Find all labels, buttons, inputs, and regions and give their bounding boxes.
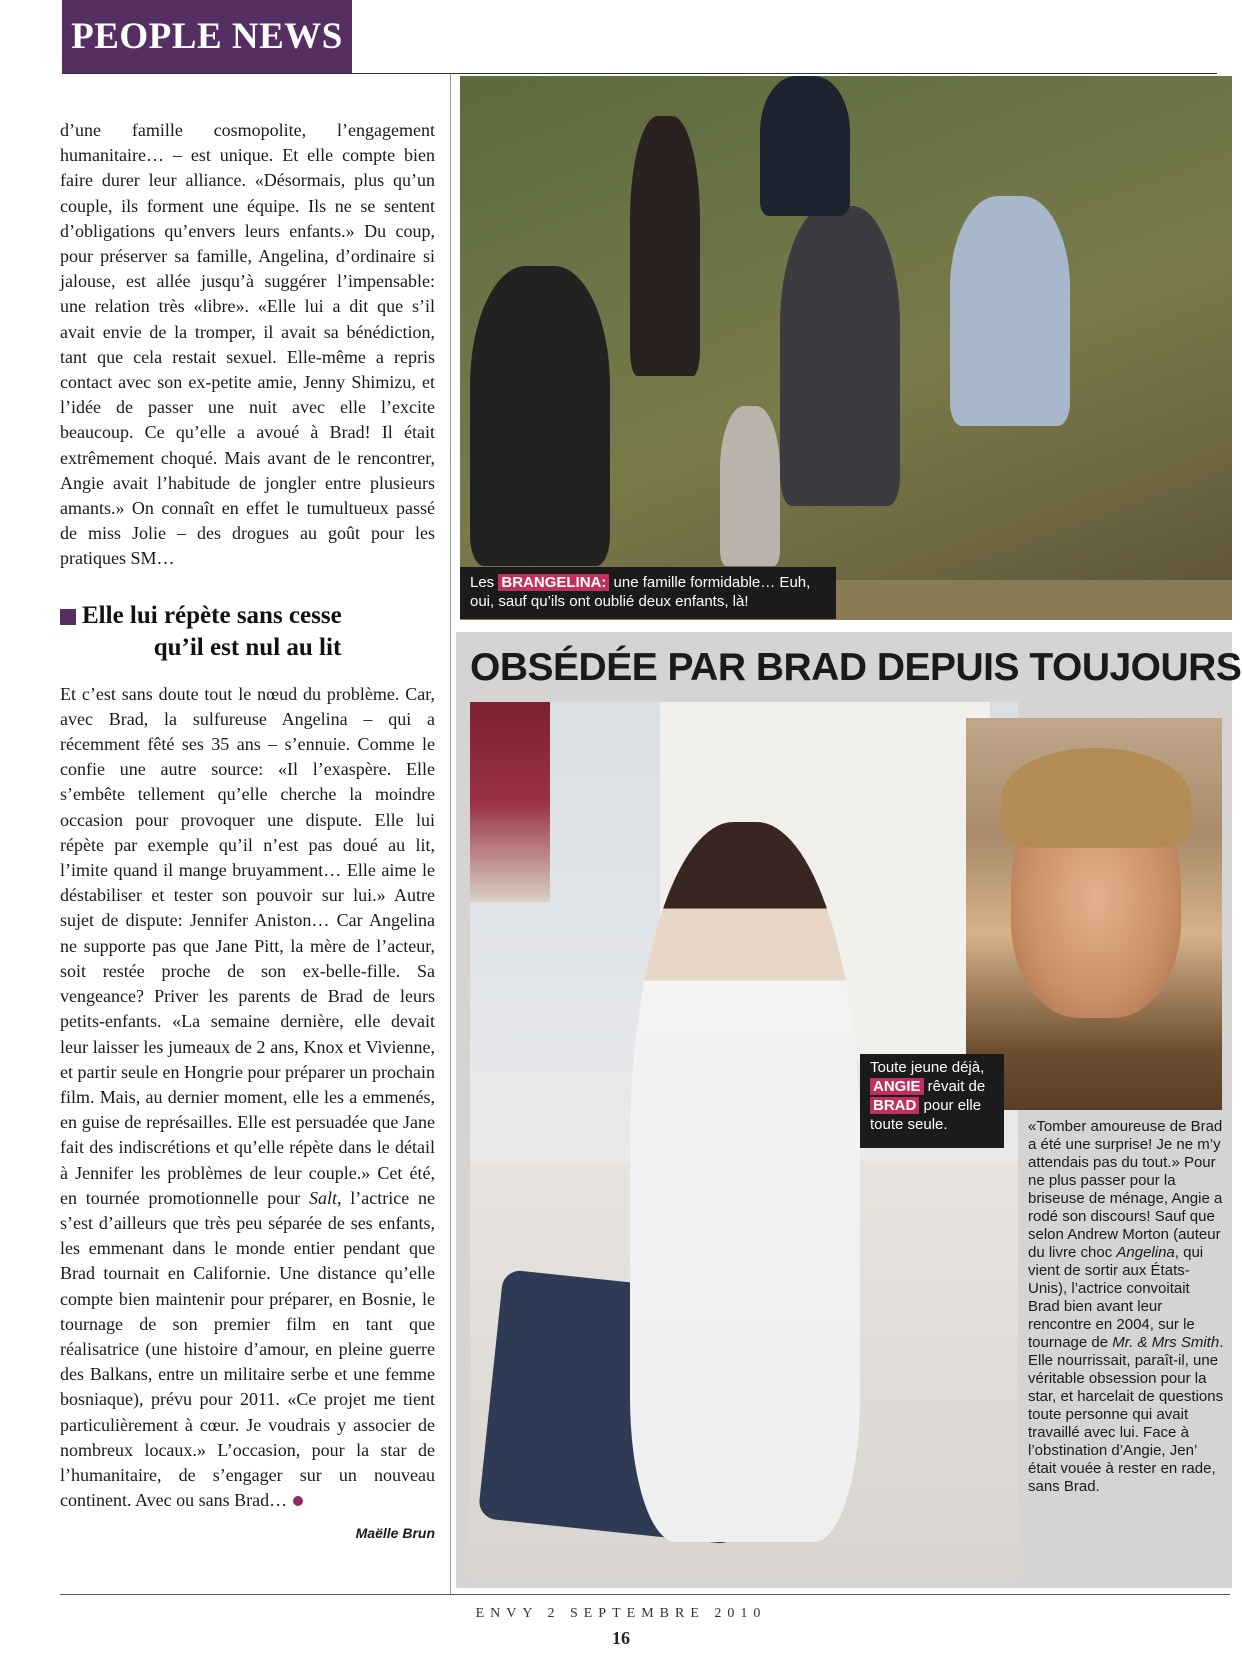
caption-line-2: rêvait de [923, 1078, 986, 1095]
subhead-line-1: Elle lui répète sans cesse [82, 601, 342, 629]
article-paragraph-1: d’une famille cosmopolite, l’engagement humanitaire… – est unique. Et elle compte bien faire durer leur alliance. «Désormais, plus qu’un couple, ils forment une équipe. Ils ne se sentent d’obligations qu’envers leurs enfants.» Du coup, pour préserver sa famille, Angelina, d’ordinaire si jalouse, est allée jusqu’à suggérer l’impensable: une relation très «libre». «Elle lui a dit que s’il avait envie de la tromper, il avait sa bénédiction, tant que cela restait sexuel. Elle-même a repris contact avec son ex-petite amie, Jenny Shimizu, et l’idée de passer une nuit avec elle l’excite beaucoup. Ce qu’elle a avoué à Brad! Il était extrêmement choqué. Mais avant de le rencontrer, Angie avait l’habitude de jongler entre plusieurs amants.» On connaît en effet le tumultueux passé de miss Jolie – des drogues au goût pour les pratiques SM… [60, 120, 435, 569]
header-rule [62, 73, 1217, 74]
article-column [60, 118, 435, 1541]
photo-figure-shape [630, 116, 700, 376]
photo-figure-shape [470, 266, 610, 566]
end-dot-icon [293, 1496, 303, 1506]
family-photo [460, 76, 1232, 620]
section-rubric [62, 0, 352, 73]
photo-figure-shape [720, 406, 780, 566]
photo-figure-shape [780, 206, 900, 506]
angie-brad-caption [860, 1054, 1004, 1148]
byline: Maëlle Brun [355, 1525, 435, 1542]
brad-photo [966, 718, 1222, 1110]
side-text-part-a: «Tomber amoureuse de Brad a été une surprise! Je ne m’y attendais pas du tout.» Pour ne plus passer pour la briseuse de ménage, Angie a rodé son discours! Sauf que selon Andrew Morton (auteur du livre choc [1028, 1118, 1223, 1261]
side-text-part-b: , qui vient de sortir aux États-Unis), l’actrice convoitait Brad bien avant leur rencontre en 2004, sur le tournage de [1028, 1244, 1204, 1351]
family-photo-caption [460, 567, 836, 619]
column-divider [450, 74, 451, 1594]
footer-issue: ENVY 2 SEPTEMBRE 2010 [475, 1606, 767, 1621]
caption-tag-angie: ANGIE [870, 1078, 924, 1095]
caption-line-3: pour elle toute seule. [870, 1097, 982, 1133]
paragraph-2-part-b: , l’actrice ne s’est d’ailleurs que très peu séparée de ses enfants, les emmenant dans le monde entier pendant que Brad tournait en Californie. Une distance qu’elle compte bien maintenir pour préparer, en Bosnie, le tournage de son premier film en tant que réalisatrice (une histoire d’amour, en pleine guerre des Balkans, entre un militaire serbe et une femme bosniaque), prévu pour 2011. «Ce projet me tient particulièrement à cœur. Je voudrais y associer de nombreux locaux.» L’occasion, pour la star de l’humanitaire, de s’engager sur un nouveau continent. Avec ou sans Brad… [60, 1187, 436, 1511]
caption-tag: BRANGELINA: [498, 574, 609, 591]
book-title: Angelina [1116, 1244, 1175, 1261]
photo-figure-shape [760, 76, 850, 216]
movie-title-salt: Salt [309, 1187, 338, 1208]
box-title: OBSÉDÉE PAR BRAD DEPUIS TOUJOURS [470, 646, 1242, 689]
page-number: 16 [612, 1628, 630, 1648]
brad-hair-shape [1001, 748, 1191, 848]
box-side-text [1028, 1118, 1224, 1496]
angie-figure-shape [630, 822, 860, 1542]
subhead-square-icon [60, 609, 76, 625]
wall-poster-shape [470, 702, 550, 902]
subhead-line-2: qu’il est nul au lit [153, 633, 342, 661]
caption-line-1: Toute jeune déjà, [870, 1059, 985, 1076]
article-paragraph-2 [60, 682, 435, 1514]
article-subhead [60, 600, 435, 664]
caption-text: une famille formidable… Euh, oui, sauf qu’ils ont oublié deux enfants, là! [470, 574, 811, 610]
caption-tag-brad: BRAD [870, 1097, 919, 1114]
caption-prefix: Les [470, 574, 499, 591]
footer-rule [60, 1594, 1230, 1595]
rubric-label: PEOPLE NEWS [71, 16, 343, 57]
paragraph-2-part-a: Et c’est sans doute tout le nœud du problème. Car, avec Brad, la sulfureuse Angelina – qui a récemment fêté ses 35 ans – s’ennuie. Comme le confie une autre source: «Il l’exaspère. Elle s’embête tellement qu’elle cherche la moindre occasion pour provoquer une dispute. Elle lui répète par exemple qu’il n’est pas doué au lit, l’imite quand il mange bruyamment… Elle aime le déstabiliser et tester son pouvoir sur lui.» Autre sujet de dispute: Jennifer Aniston… Car Angelina ne supporte pas que Jane Pitt, la mère de l’acteur, soit restée proche de son ex-belle-fille. Sa vengeance? Priver les parents de Brad de leurs petits-enfants. «La semaine dernière, elle devait leur laisser les jumeaux de 2 ans, Knox et Vivienne, et partir seule en Hongrie pour préparer un prochain film. Mais, au dernier moment, elle les a emmenés, en guise de représailles. Elle est persuadée que Jane fait des indiscrétions et qu’elle répète dans le détail à Jennifer les problèmes de leur couple.» Cet été, en tournée promotionnelle pour [60, 683, 435, 1208]
photo-figure-shape [950, 196, 1070, 426]
movie-title: Mr. & Mrs Smith [1112, 1334, 1220, 1351]
side-text-part-c: . Elle nourrissait, paraît-il, une véritable obsession pour la star, et harcelait de questions toute personne qui avait travaillé avec lui. Face à l’obstination d’Angie, Jen’ était vouée à rester en rade, sans Brad. [1028, 1334, 1224, 1495]
